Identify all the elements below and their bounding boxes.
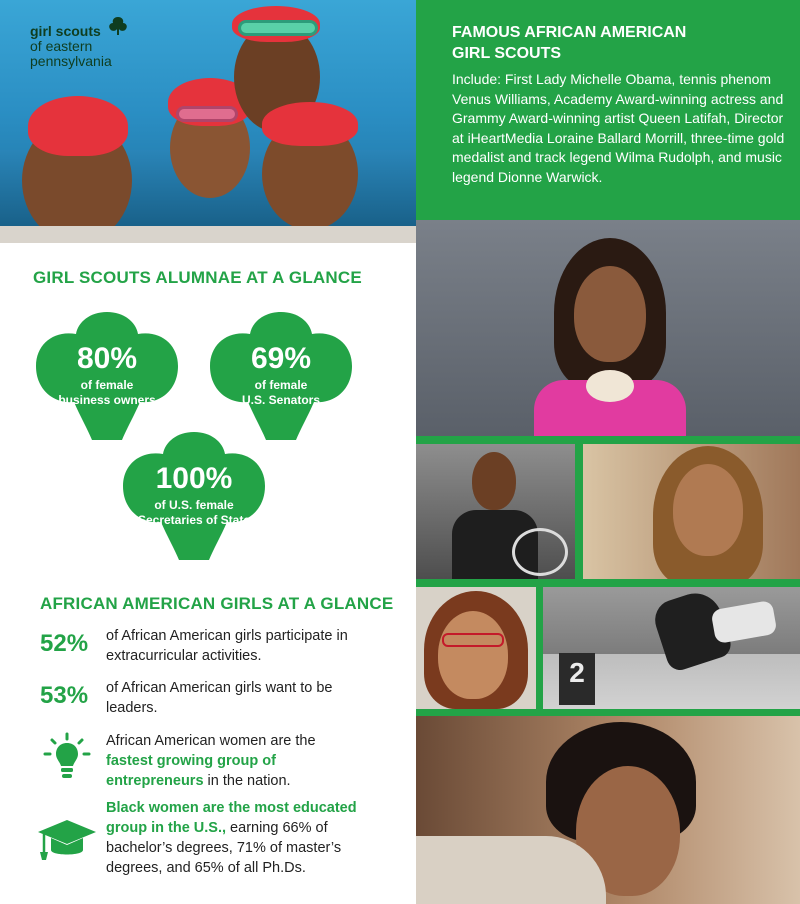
famous-body: Include: First Lady Michelle Obama, tennis phenom Venus Williams, Academy Award-winning actress and Grammy Award-winning artist Queen Latifah, Director at iHeartMedia Loraine Ballard Morrill, three-time gold medalist and track legend Wilma Rudolph, and music legend Dionne Warwick. (452, 71, 785, 185)
stat-label-line2: U.S. Senators (241, 393, 321, 407)
trefoil-shape (206, 308, 356, 444)
alumnae-stat-business-owners (32, 308, 182, 444)
stat-label-line2: Secretaries of State (137, 513, 251, 527)
famous-title-line1: FAMOUS AFRICAN AMERICAN (452, 24, 687, 41)
fact-text-end: in the nation. (203, 773, 291, 789)
logo-line1: girl scouts (30, 23, 101, 39)
logo-line2: of eastern (30, 38, 93, 54)
trefoil-icon (108, 16, 128, 36)
stat-percent: 53% (40, 682, 89, 709)
famous-title-line2: GIRL SCOUTS (452, 45, 562, 62)
photo-michelle-obama (416, 220, 800, 436)
stat-label-line1: of female (254, 378, 308, 392)
stat-label-line1: of female (80, 378, 134, 392)
alumnae-heading: GIRL SCOUTS ALUMNAE AT A GLANCE (33, 268, 362, 287)
stat-percent: 52% (40, 630, 89, 657)
girl-scouts-logo (30, 24, 112, 69)
photo-loraine-ballard-morrill (416, 587, 536, 709)
stat-text: of African American girls want to be leaders. (106, 680, 333, 716)
lightbulb-icon (40, 732, 94, 782)
logo-line3: pennsylvania (30, 53, 112, 69)
photo-dionne-warwick (416, 716, 800, 904)
graduation-cap-icon (36, 818, 98, 862)
trefoil-shape (119, 428, 269, 564)
trefoil-shape (32, 308, 182, 444)
stat-label-line1: of U.S. female (154, 498, 234, 512)
girls-heading: AFRICAN AMERICAN GIRLS AT A GLANCE (40, 594, 394, 613)
famous-title (452, 22, 782, 64)
stat-percent: 100% (155, 462, 233, 495)
fact-highlight: fastest growing group of entrepreneurs (106, 753, 276, 789)
alumnae-stat-senators (206, 308, 356, 444)
alumnae-stat-secretaries (119, 428, 269, 564)
fact-text: African American women are the (106, 733, 316, 749)
photo-venus-williams (416, 444, 575, 579)
photo-queen-latifah (583, 444, 800, 579)
stat-label-line2: business owners (58, 393, 156, 407)
fact-text: earning 66% of bachelor’s degrees, 71% of master’s degrees, and 65% of all Ph.Ds. (106, 820, 342, 876)
stat-percent: 69% (250, 342, 312, 375)
photo-wilma-rudolph (543, 587, 800, 709)
lane-number-sign: 2 (569, 657, 585, 688)
fact-highlight: Black women are the most educated group in the U.S., (106, 800, 357, 836)
stat-percent: 80% (76, 342, 138, 375)
stat-text: of African American girls participate in extracurricular activities. (106, 628, 348, 664)
